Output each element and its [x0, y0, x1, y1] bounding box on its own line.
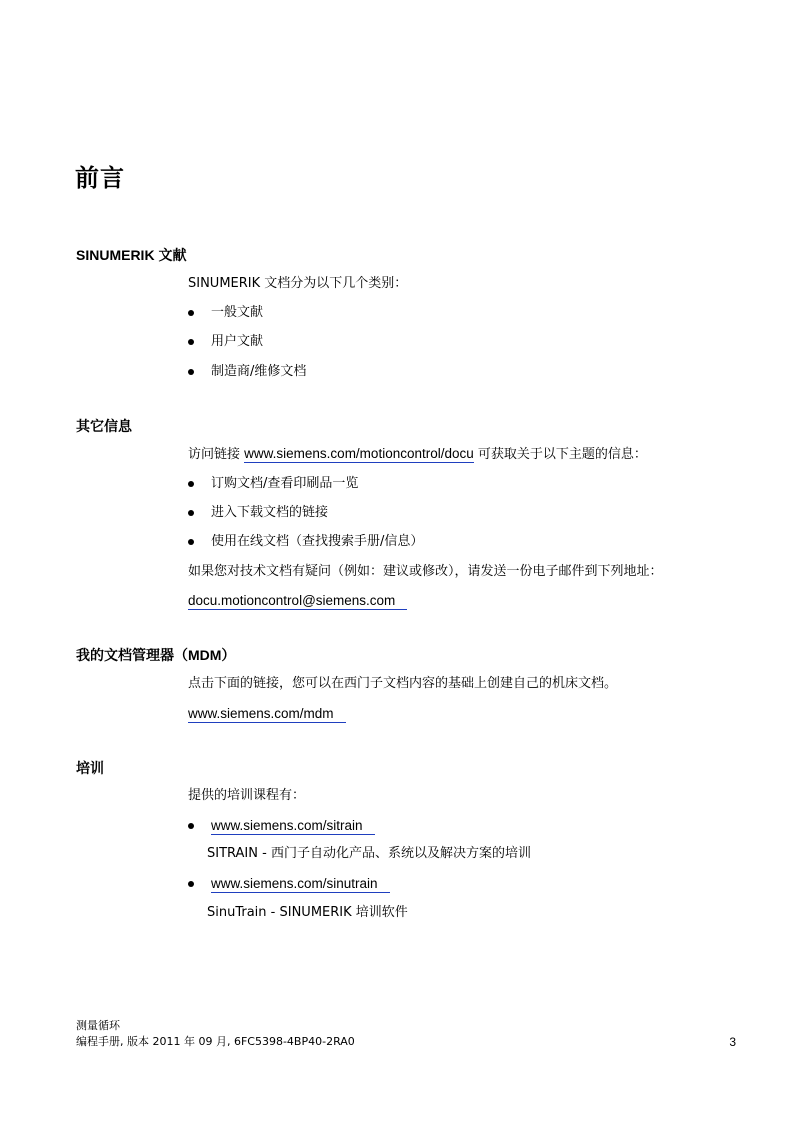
training-intro: 提供的培训课程有： [188, 788, 306, 803]
intro-prefix: 访问链接 [188, 447, 241, 462]
email-paragraph [188, 593, 407, 610]
list-item-label: 用户文献 [211, 334, 264, 349]
page-title: 前言 [75, 164, 125, 192]
feedback-question: 如果您对技术文档有疑问（例如：建议或修改），请发送一份电子邮件到下列地址： [188, 564, 663, 579]
section-heading-training: 培训 [76, 760, 104, 776]
sitrain-link[interactable]: www.siemens.com/sitrain [211, 818, 375, 835]
footer-manual-title: 测量循环 [76, 1019, 120, 1032]
footer-edition: 编程手册, 版本 2011 年 09 月, 6FC5398-4BP40-2RA0 [76, 1035, 355, 1048]
section-intro: SINUMERIK 文档分为以下几个类别： [188, 276, 408, 291]
bullet-icon [188, 881, 194, 887]
list-item-label: 进入下载文档的链接 [211, 505, 329, 520]
list-item-label: 制造商/维修文档 [211, 364, 307, 379]
bullet-icon [188, 369, 194, 375]
bullet-icon [188, 510, 194, 516]
bullet-icon [188, 539, 194, 545]
intro-suffix: 可获取关于以下主题的信息： [477, 447, 647, 462]
sinutrain-link[interactable]: www.siemens.com/sinutrain [211, 876, 390, 893]
list-item-label: 一般文献 [211, 305, 264, 320]
mdm-link[interactable]: www.siemens.com/mdm [188, 706, 346, 723]
section-heading-sinumerik-docs: SINUMERIK 文献 [76, 247, 187, 263]
motioncontrol-docu-link[interactable]: www.siemens.com/motioncontrol/docu [244, 446, 474, 461]
mdm-description: 点击下面的链接，您可以在西门子文档内容的基础上创建自己的机床文档。 [188, 676, 618, 691]
list-item-label: 使用在线文档（查找搜索手册/信息） [211, 534, 424, 549]
sitrain-description: SITRAIN - 西门子自动化产品、系统以及解决方案的培训 [207, 846, 531, 861]
section-intro [188, 446, 647, 463]
section-heading-other-info: 其它信息 [76, 418, 132, 434]
bullet-icon [188, 310, 194, 316]
section-heading-mdm: 我的文档管理器（MDM） [76, 647, 236, 663]
sinutrain-description: SinuTrain - SINUMERIK 培训软件 [207, 905, 408, 920]
list-item-label: 订购文档/查看印刷品一览 [211, 476, 359, 491]
bullet-icon [188, 339, 194, 345]
mdm-link-paragraph [188, 706, 346, 723]
email-link[interactable]: docu.motioncontrol@siemens.com [188, 593, 407, 610]
page-number: 3 [729, 1035, 736, 1049]
bullet-icon [188, 481, 194, 487]
bullet-icon [188, 823, 194, 829]
